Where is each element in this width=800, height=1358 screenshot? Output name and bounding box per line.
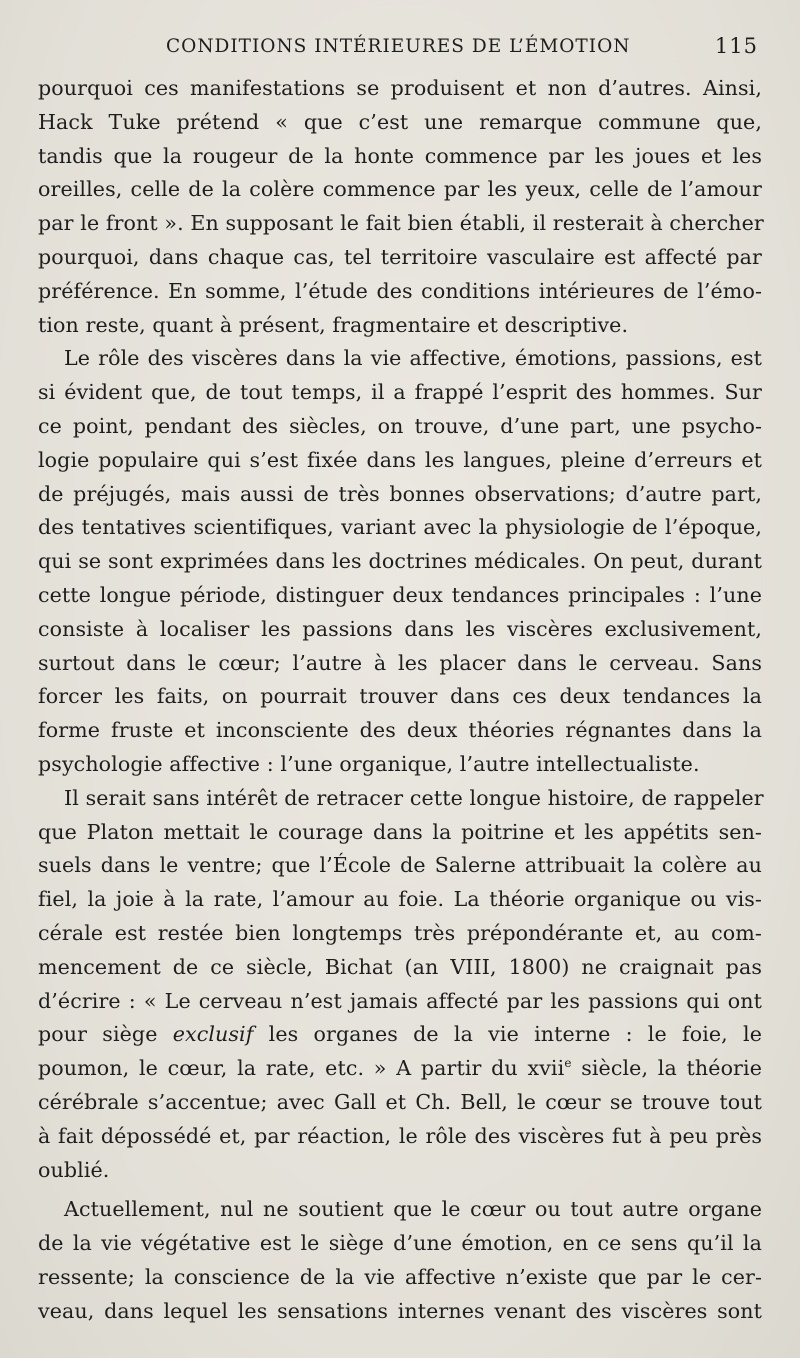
text-line: Actuellement, nul ne soutient que le cœur ou tout autre organe <box>64 1197 762 1222</box>
text-line: de la vie végétative est le siège d’une émotion, en ce sens qu’il la <box>38 1231 762 1256</box>
text-line <box>38 1018 762 1052</box>
text-line: des tentatives scientifiques, variant avec la physiologie de l’époque, <box>38 515 762 540</box>
text-line: cette longue période, distinguer deux tendances principales : l’une <box>38 582 762 607</box>
text-line: surtout dans le cœur; l’autre à les placer dans le cerveau. Sans <box>38 650 762 675</box>
text-line: que Platon mettait le courage dans la poitrine et les appétits sen- <box>38 819 762 844</box>
text-line: oublié. <box>38 1157 110 1182</box>
text-line: suels dans le ventre; que l’École de Salerne attribuait la colère au <box>38 853 762 878</box>
text-line: tandis que la rougeur de la honte commence par les joues et les <box>38 143 762 168</box>
text-line: par le front ». En supposant le fait bien établi, il resterait à chercher <box>38 211 764 236</box>
text-line: forcer les faits, on pourrait trouver dans ces deux tendances la <box>38 684 762 709</box>
text-segment: poumon, le cœur, la rate, etc. » A partir du xvii <box>38 1056 565 1081</box>
text-line <box>38 1052 762 1086</box>
text-line: veau, dans lequel les sensations internes venant des viscères sont <box>38 1298 762 1323</box>
text-line: qui se sont exprimées dans les doctrines médicales. On peut, durant <box>38 549 762 574</box>
text-segment: pour siège <box>38 1022 158 1047</box>
text-line: Le rôle des viscères dans la vie affective, émotions, passions, est <box>64 346 762 371</box>
italic-word: exclusif <box>172 1022 254 1047</box>
text-line: à fait dépossédé et, par réaction, le rôle des viscères fut à peu près <box>38 1123 762 1148</box>
paragraph-1 <box>38 72 762 342</box>
text-line: ressente; la conscience de la vie affective n’existe que par le cer- <box>38 1264 762 1289</box>
text-line: cérale est restée bien longtemps très prépondérante et, au com- <box>38 920 762 945</box>
text-line: cérébrale s’accentue; avec Gall et Ch. Bell, le cœur se trouve tout <box>38 1089 762 1114</box>
text-line: mencement de ce siècle, Bichat (an VIII, 1800) ne craignait pas <box>38 954 762 979</box>
body-text <box>38 72 762 1328</box>
text-segment: les organes de la vie interne : le foie, le <box>268 1022 762 1047</box>
text-line: d’écrire : « Le cerveau n’est jamais affecté par les passions qui ont <box>38 988 762 1013</box>
text-line: de préjugés, mais aussi de très bonnes observations; d’autre part, <box>38 481 762 506</box>
running-head <box>38 34 762 72</box>
text-line: préférence. En somme, l’étude des conditions intérieures de l’émo- <box>38 278 762 303</box>
text-line: pourquoi, dans chaque cas, tel territoire vasculaire est affecté par <box>38 244 762 269</box>
text-line: oreilles, celle de la colère commence par les yeux, celle de l’amour <box>38 177 762 202</box>
text-line: tion reste, quant à présent, fragmentaire et descriptive. <box>38 312 629 337</box>
text-line: Hack Tuke prétend « que c’est une remarque commune que, <box>38 109 762 134</box>
text-line: ce point, pendant des siècles, on trouve, d’une part, une psycho- <box>38 413 762 438</box>
text-segment: siècle, la théorie <box>581 1056 762 1081</box>
text-line: forme fruste et inconsciente des deux théories régnantes dans la <box>38 718 762 743</box>
text-line: Il serait sans intérêt de retracer cette longue histoire, de rappeler <box>64 785 764 810</box>
page-number: 115 <box>714 34 758 58</box>
text-line: pourquoi ces manifestations se produisent et non d’autres. Ainsi, <box>38 76 762 100</box>
text-line: logie populaire qui s’est fixée dans les langues, pleine d’erreurs et <box>38 447 762 472</box>
text-line: consiste à localiser les passions dans les viscères exclusivement, <box>38 616 762 641</box>
text-line: si évident que, de tout temps, il a frappé l’esprit des hommes. Sur <box>38 380 762 405</box>
running-title: CONDITIONS INTÉRIEURES DE L’ÉMOTION <box>166 36 631 57</box>
text-line: fiel, la joie à la rate, l’amour au foie. La théorie organique ou vis- <box>38 887 762 912</box>
text-line: psychologie affective : l’une organique, l’autre intellectualiste. <box>38 751 700 776</box>
paragraph-2 <box>38 342 762 781</box>
paragraph-4 <box>38 1193 762 1328</box>
paragraph-3 <box>38 782 762 1188</box>
superscript: e <box>564 1056 572 1071</box>
